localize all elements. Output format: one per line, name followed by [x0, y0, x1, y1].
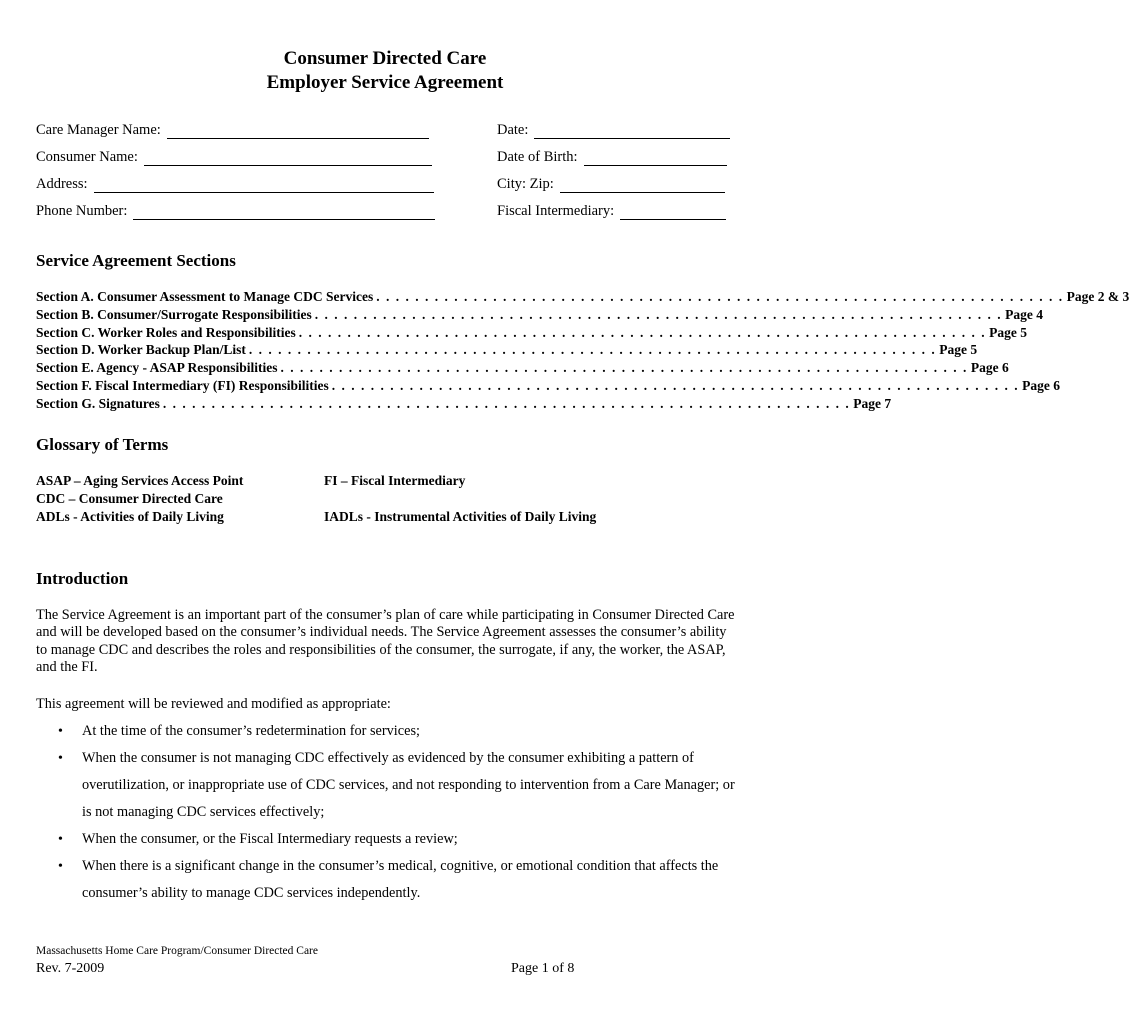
dob-field[interactable] — [497, 149, 727, 166]
section-row — [36, 377, 1060, 396]
address-input-line[interactable] — [94, 178, 434, 193]
section-page: Page 6 — [1022, 377, 1060, 393]
list-item-text: At the time of the consumer’s redetermination for services; — [82, 723, 420, 739]
sections-list — [36, 289, 1129, 414]
date-label: Date: — [497, 122, 529, 138]
section-label: Section A. Consumer Assessment to Manage CDC Services — [36, 289, 374, 304]
section-row — [36, 395, 892, 414]
glossary-adls: ADLs - Activities of Daily Living — [36, 509, 224, 524]
section-page: Page 7 — [853, 395, 892, 411]
bullet-icon: • — [58, 724, 63, 739]
section-label: Section E. Agency - ASAP Responsibilities — [36, 360, 278, 376]
footer-revision: Rev. 7-2009 — [36, 961, 105, 976]
city-zip-label: City: Zip: — [497, 176, 554, 192]
section-page: Page 6 — [970, 360, 1009, 376]
section-row — [36, 289, 1129, 307]
list-item — [36, 718, 736, 745]
consumer-name-label: Consumer Name: — [36, 149, 138, 165]
consumer-name-input-line[interactable] — [144, 151, 432, 166]
footer-program: Massachusetts Home Care Program/Consumer Directed Care — [36, 945, 318, 957]
dob-label: Date of Birth: — [497, 149, 578, 165]
section-page: Page 5 — [989, 324, 1028, 340]
list-item — [36, 826, 736, 853]
section-label: Section D. Worker Backup Plan/List — [36, 342, 246, 358]
section-page: Page 5 — [939, 342, 978, 358]
care-manager-field[interactable] — [36, 122, 429, 139]
leader-dots: . . . . . . . . . . . . . . . . . . . . . . . . . . . . . . . . . . . . . . . . . . . . . . . . . . . . . . . . . . . . . . . . . . . . . . . — [298, 324, 987, 340]
date-field[interactable] — [497, 122, 730, 139]
leader-dots: . . . . . . . . . . . . . . . . . . . . . . . . . . . . . . . . . . . . . . . . . . . . . . . . . . . . . . . . . . . . . . . . . . . . . . . — [314, 306, 1003, 322]
document-title-line2: Employer Service Agreement — [266, 72, 504, 93]
bullet-icon: • — [58, 859, 63, 874]
list-item-text: When there is a significant change in the consumer’s medical, cognitive, or emotional condition that affects the consumer’s ability to manage CDC services independently. — [82, 858, 719, 901]
fiscal-intermediary-input-line[interactable] — [620, 205, 726, 220]
sections-heading: Service Agreement Sections — [36, 251, 236, 270]
introduction-paragraph: The Service Agreement is an important part of the consumer’s plan of care while participating in Consumer Directed Care and will be developed based on the consumer’s individual needs. The Service Agreement assesses the consumer’s ability to manage CDC and describes the roles and responsibilities of the consumer, the surrogate, if any, the worker, the ASAP, and the FI. — [36, 607, 735, 676]
leader-dots: . . . . . . . . . . . . . . . . . . . . . . . . . . . . . . . . . . . . . . . . . . . . . . . . . . . . . . . . . . . . . . . . . . . . . . . — [280, 360, 968, 376]
phone-label: Phone Number: — [36, 203, 128, 219]
leader-dots: . . . . . . . . . . . . . . . . . . . . . . . . . . . . . . . . . . . . . . . . . . . . . . . . . . . . . . . . . . . . . . . . . . . . . . . — [376, 289, 1064, 304]
glossary-iadls: IADLs - Instrumental Activities of Daily Living — [324, 509, 597, 524]
footer-page-number: Page 1 of 8 — [511, 961, 575, 976]
address-label: Address: — [36, 176, 88, 192]
list-item-text: When the consumer, or the Fiscal Intermediary requests a review; — [82, 831, 458, 847]
section-page: Page 2 & 3 — [1066, 289, 1129, 304]
consumer-name-field[interactable] — [36, 149, 432, 166]
review-paragraph: This agreement will be reviewed and modified as appropriate: — [36, 696, 391, 712]
care-manager-label: Care Manager Name: — [36, 122, 161, 138]
section-row — [36, 324, 1028, 343]
leader-dots: . . . . . . . . . . . . . . . . . . . . . . . . . . . . . . . . . . . . . . . . . . . . . . . . . . . . . . . . . . . . . . . . . . . . . . . — [248, 342, 937, 358]
phone-input-line[interactable] — [133, 205, 435, 220]
section-label: Section B. Consumer/Surrogate Responsibilities — [36, 306, 312, 322]
address-field[interactable] — [36, 176, 434, 193]
section-label: Section G. Signatures — [36, 395, 160, 411]
review-conditions-list — [36, 718, 736, 907]
section-page: Page 4 — [1005, 306, 1044, 322]
glossary-heading: Glossary of Terms — [36, 435, 169, 454]
care-manager-input-line[interactable] — [167, 124, 429, 139]
bullet-icon: • — [58, 751, 63, 766]
section-label: Section F. Fiscal Intermediary (FI) Responsibilities — [36, 377, 329, 393]
glossary-asap: ASAP – Aging Services Access Point — [36, 473, 244, 488]
fiscal-intermediary-label: Fiscal Intermediary: — [497, 203, 615, 219]
list-item-text: When the consumer is not managing CDC effectively as evidenced by the consumer exhibiting a pattern of overutilization, or inappropriate use of CDC services, and not responding to intervention from a Care Manager; or is not managing CDC services effectively; — [82, 750, 735, 820]
list-item — [36, 853, 736, 907]
section-label: Section C. Worker Roles and Responsibilities — [36, 324, 296, 340]
list-item — [36, 745, 736, 826]
dob-input-line[interactable] — [584, 151, 727, 166]
leader-dots: . . . . . . . . . . . . . . . . . . . . . . . . . . . . . . . . . . . . . . . . . . . . . . . . . . . . . . . . . . . . . . . . . . . . . . . — [331, 377, 1020, 393]
city-zip-input-line[interactable] — [560, 178, 725, 193]
section-row — [36, 342, 978, 360]
phone-field[interactable] — [36, 203, 435, 220]
glossary-fi: FI – Fiscal Intermediary — [324, 473, 466, 488]
fiscal-intermediary-field[interactable] — [497, 203, 726, 220]
document-title-line1: Consumer Directed Care — [283, 48, 487, 69]
section-row — [36, 306, 1044, 325]
city-zip-field[interactable] — [497, 176, 725, 193]
glossary-cdc: CDC – Consumer Directed Care — [36, 491, 223, 506]
bullet-icon: • — [58, 832, 63, 847]
introduction-heading: Introduction — [36, 569, 129, 588]
date-input-line[interactable] — [534, 124, 730, 139]
leader-dots: . . . . . . . . . . . . . . . . . . . . . . . . . . . . . . . . . . . . . . . . . . . . . . . . . . . . . . . . . . . . . . . . . . . . . . . — [162, 395, 851, 411]
section-row — [36, 360, 1009, 378]
